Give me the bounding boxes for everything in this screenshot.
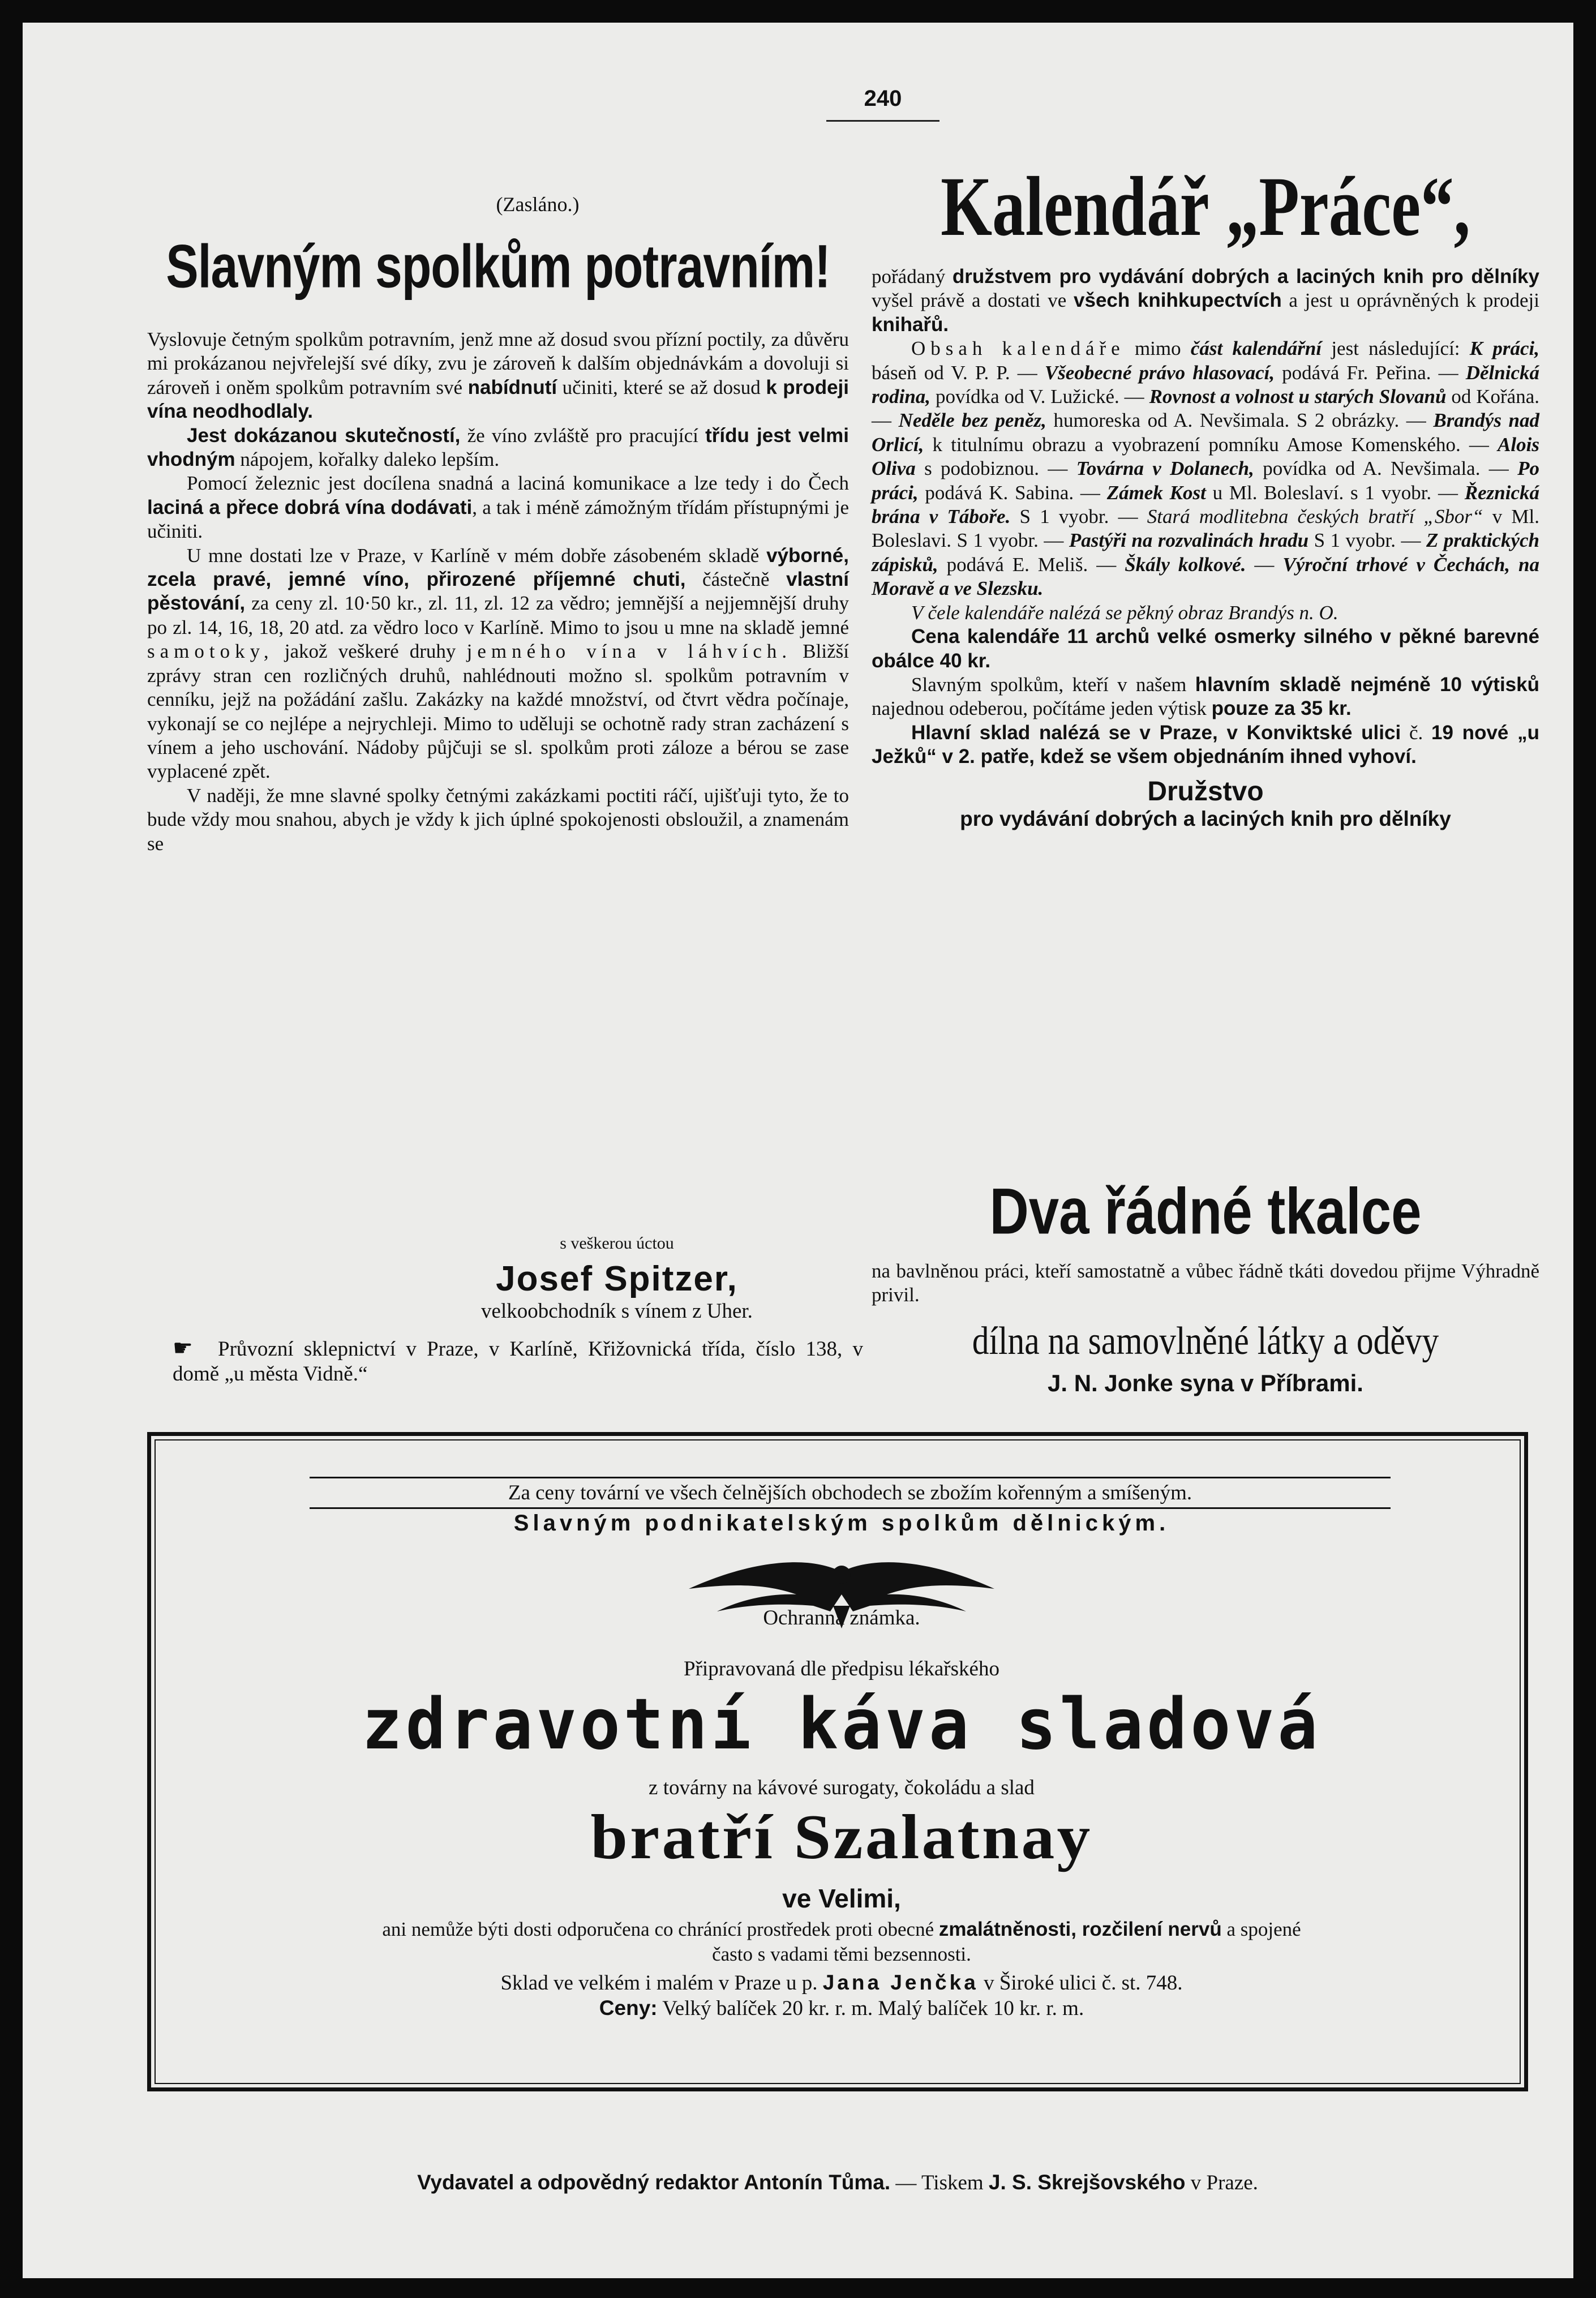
publisher-subtitle: pro vydávání dobrých a laciných knih pro dělníky [960, 807, 1451, 830]
prepared-note: Připravovaná dle předpisu lékařského [684, 1657, 999, 1680]
paragraph: U mne dostati lze v Praze, v Karlíně v mém dobře zásobeném skladě výborné, zcela pravé, jemné víno, přirozené příjemné chuti, částečně vlastní pěstování, za ceny zl. 10·50 kr., zl. 11, zl. 12 za vědro; jemnější a nejjemnější druhy po zl. 14, 16, 18, 20 atd. za vědro loco v Karlíně. Mimo to jsou u mne na skladě jemné samotoky, jakož veškeré druhy jemného vína v láhvích. Bližší zprávy stran cen rozličných druhů, nahlédnouti možno sl. spolkům potravním v cenníku, jejž na požádání zašlu. Zakázky na každé množství, od čtvrt vědra počínaje, vykonají se co nejlépe a nejrychleji. Mimo to uděluji se ochotně rady stran zacházení s vínem a jeho uschování. Nádoby půjčuji se sl. spolkům proti záloze a bérou se zase vyplacené zpět. [147, 544, 849, 783]
paragraph: Hlavní sklad nalézá se v Praze, v Konviktské ulici č. 19 nové „u Ježků“ v 2. patře, kdež se všem objednáním ihned vyhoví. [872, 721, 1539, 768]
signature-role: velkoobchodník s vínem z Uher. [481, 1300, 753, 1323]
paragraph: V čele kalendáře nalézá se pěkný obraz Brandýs n. O. [911, 601, 1338, 624]
newspaper-page [23, 23, 1573, 2278]
maker-title: bratří Szalatnay [590, 1802, 1093, 1872]
page-number-rule [826, 120, 939, 122]
paragraph: pořádaný družstvem pro vydávání dobrých a laciných knih pro dělníky vyšel právě a dostati ve všech knihkupectvích a jest u oprávněných k prodeji knihařů. [872, 265, 1539, 336]
paragraph: Jest dokázanou skutečností, že víno zvláště pro pracující třídu jest velmi vhodným nápojem, kořalky daleko lepším. [147, 424, 849, 471]
publisher-block [872, 776, 1539, 831]
page-number: 240 [864, 86, 902, 111]
paragraph: Cena kalendáře 11 archů velké osmerky silného v pěkné barevné obálce 40 kr. [872, 625, 1539, 672]
calendar-advertisement [872, 160, 1539, 831]
paragraph: Pomocí železnic jest docílena snadná a laciná komunikace a lze tedy i do Čech laciná a přece dobrá vína dodávati, a tak i méně zámožným třídám přístupnými je učiniti. [147, 472, 849, 543]
ad-line-prices: Za ceny tovární ve všech čelnějších obchodech se zbožím kořenným a smíšeným. [310, 1477, 1391, 1509]
wine-advertisement [147, 192, 849, 856]
weavers-text: na bavlněnou práci, kteří samostatně a vůbec řádně tkáti dovedou přijme Výhradně privil. [872, 1260, 1539, 1306]
pointing-hand-icon: ☛ [173, 1335, 193, 1361]
trademark-label: Ochranná známka. [763, 1606, 920, 1630]
ad-line-societies: Slavným podnikatelským spolkům dělnickým. [513, 1511, 1170, 1536]
product-description: ani nemůže býti dosti odporučena co chránící prostředek proti obecné zmalátněnosti, rozčilení nervů a spojené často s vadami těmi bezsennosti. [382, 1918, 1301, 1965]
weavers-workshop: dílna na samovlněné látky a oděvy [972, 1319, 1439, 1363]
factory-note: z továrny na kávové surogaty, čokoládu a slad [649, 1776, 1035, 1799]
paragraph: Obsah kalendáře mimo část kalendářní jest následující: K práci, báseň od V. P. P. — Všeobecné právo hlasovací, podává Fr. Peřina. — Dělnická rodina, povídka od V. Lužické. — Rovnost a volnost u starých Slovanů od Kořána. — Neděle bez peněz, humoreska od A. Nevšimala. S 2 obrázky. — Brandýs nad Orlicí, k titulnímu obrazu a vyobrazení pomníku Amose Komenského. — Alois Oliva s podobiznou. — Továrna v Dolanech, povídka od A. Nevšimala. — Po práci, podává K. Sabina. — Zámek Kost u Ml. Boleslaví. s 1 vyobr. — Řeznická brána v Táboře. S 1 vyobr. — Stará modlitebna českých bratří „Sbor“ v Ml. Boleslavi. S 1 vyobr. — Pastýři na rozvalinách hradu S 1 vyobr. — Z praktických zápisků, podává E. Meliš. — Škály kolkové. — Výroční trhové v Čechách, na Moravě a ve Slezsku. [872, 337, 1539, 600]
weavers-title: Dva řádné tkalce [989, 1175, 1422, 1248]
calendar-body [872, 265, 1539, 769]
publisher-name: Družstvo [1147, 776, 1264, 807]
product-title: zdravotní káva sladová [362, 1683, 1322, 1765]
address: ☛ Průvozní sklepnictví v Praze, v Karlíně, Křižovnická třída, číslo 138, v domě „u města Vidně.“ [173, 1335, 863, 1386]
greeting: s veškerou úctou [560, 1234, 674, 1253]
signature-name: Josef Spitzer, [496, 1259, 738, 1298]
advert-tag: (Zasláno.) [496, 193, 580, 216]
paragraph: Vyslovuje četným spolkům potravním, jenž mne až dosud svou přízní poctily, za důvěru mi prokázanou nejvřelejší své díky, zvu je zároveň k dalším objednávkám a dovoluji si zároveň i oněm spolkům potravním své nabídnutí učiniti, které se až dosud k prodeji vína neodhodlaly. [147, 328, 849, 423]
warehouse-line: Sklad ve velkém i malém v Praze u p. Jana Jenčka v Široké ulici č. st. 748. [500, 1971, 1183, 1995]
paragraph: Slavným spolkům, kteří v našem hlavním skladě nejméně 10 výtisků najednou odeberou, počítáme jeden výtisk pouze za 35 kr. [872, 673, 1539, 720]
calendar-title: Kalendář „Práce“, [941, 160, 1470, 254]
advert-title: Slavným spolkům potravním! [166, 233, 830, 301]
advert-body [147, 328, 849, 856]
price-line: Ceny: Velký balíček 20 kr. r. m. Malý balíček 10 kr. r. m. [599, 1996, 1084, 2020]
paragraph: V naději, že mne slavné spolky četnými zakázkami poctiti ráčí, ujišťuji tyto, že to bude vždy mou snahou, abych je vždy k jich úplné spokojenosti obsloužil, a znamenám se [147, 784, 849, 855]
weavers-company: J. N. Jonke syna v Příbrami. [1048, 1370, 1363, 1396]
maker-location: ve Velimi, [782, 1884, 901, 1913]
signature-block [362, 1234, 872, 1323]
coffee-advertisement [147, 1432, 1528, 2091]
imprint-footer: Vydavatel a odpovědný redaktor Antonín Tůma. — Tiskem J. S. Skrejšovského v Praze. [417, 2171, 1258, 2194]
